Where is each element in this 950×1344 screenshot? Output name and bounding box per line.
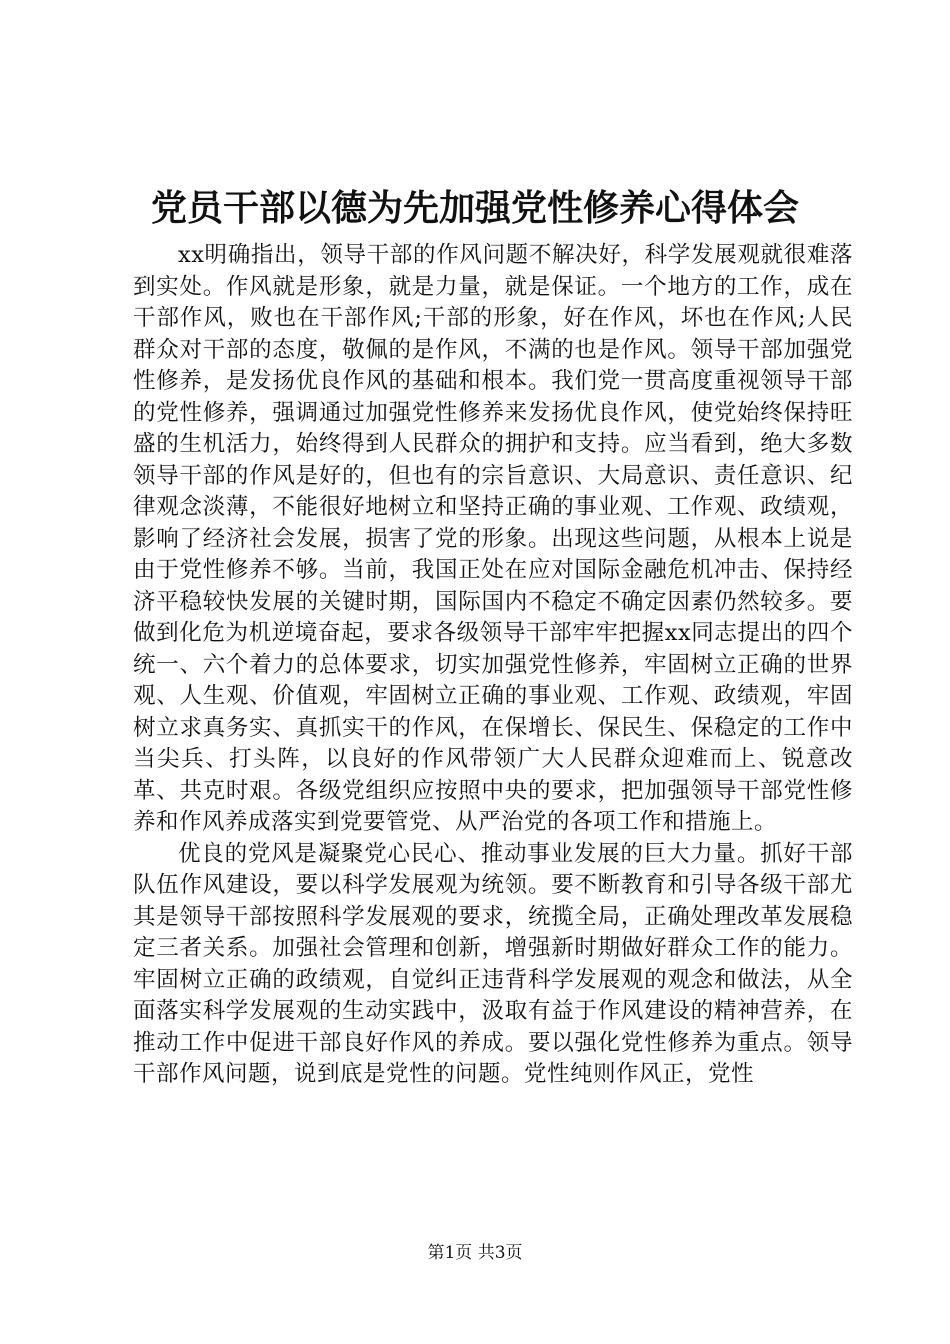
document-title: 党员干部以德为先加强党性修养心得体会 [150,187,799,229]
paragraph-1: xx明确指出，领导干部的作风问题不解决好，科学发展观就很难落到实处。作风就是形象，就是力量，就是保证。一个地方的工作，成在干部作风，败也在干部作风;干部的形象，好在作风，坏也在作风;人民群众对干部的态度，敬佩的是作风，不满的也是作风。领导干部加强党性修养，是发扬优良作风的基础和根本。我们党一贯高度重视领导干部的党性修养，强调通过加强党性修养来发扬优良作风，使党始终保持旺盛的生机活力，始终得到人民群众的拥护和支持。应当看到，绝大多数领导干部的作风是好的，但也有的宗旨意识、大局意识、责任意识、纪律观念淡薄，不能很好地树立和坚持正确的事业观、工作观、政绩观，影响了经济社会发展，损害了党的形象。出现这些问题，从根本上说是由于党性修养不够。当前，我国正处在应对国际金融危机冲击、保持经济平稳较快发展的关键时期，国际国内不稳定不确定因素仍然较多。要做到化危为机逆境奋起，要求各级领导干部牢牢把握xx同志提出的四个统一、六个着力的总体要求，切实加强党性修养，牢固树立正确的世界观、人生观、价值观，牢固树立正确的事业观、工作观、政绩观，牢固树立求真务实、真抓实干的作风，在保增长、保民生、保稳定的工作中当尖兵、打头阵，以良好的作风带领广大人民群众迎难而上、锐意改革、共克时艰。各级党组织应按照中央的要求，把加强领导干部党性修养和作风养成落实到党要管党、从严治党的各项工作和措施上。 [133,242,853,835]
page-number-footer: 第1页 共3页 [427,1243,523,1263]
paragraph-2: 优良的党风是凝聚党心民心、推动事业发展的巨大力量。抓好干部队伍作风建设，要以科学发展观为统领。要不断教育和引导各级干部尤其是领导干部按照科学发展观的要求，统揽全局，正确处理改革发展稳定三者关系。加强社会管理和创新，增强新时期做好群众工作的能力。牢固树立正确的政绩观，自觉纠正违背科学发展观的观念和做法，从全面落实科学发展观的生动实践中，汲取有益于作风建设的精神营养，在推动工作中促进干部良好作风的养成。要以强化党性修养为重点。领导干部作风问题，说到底是党性的问题。党性纯则作风正，党性 [133,840,853,1087]
document-body [133,240,853,1091]
